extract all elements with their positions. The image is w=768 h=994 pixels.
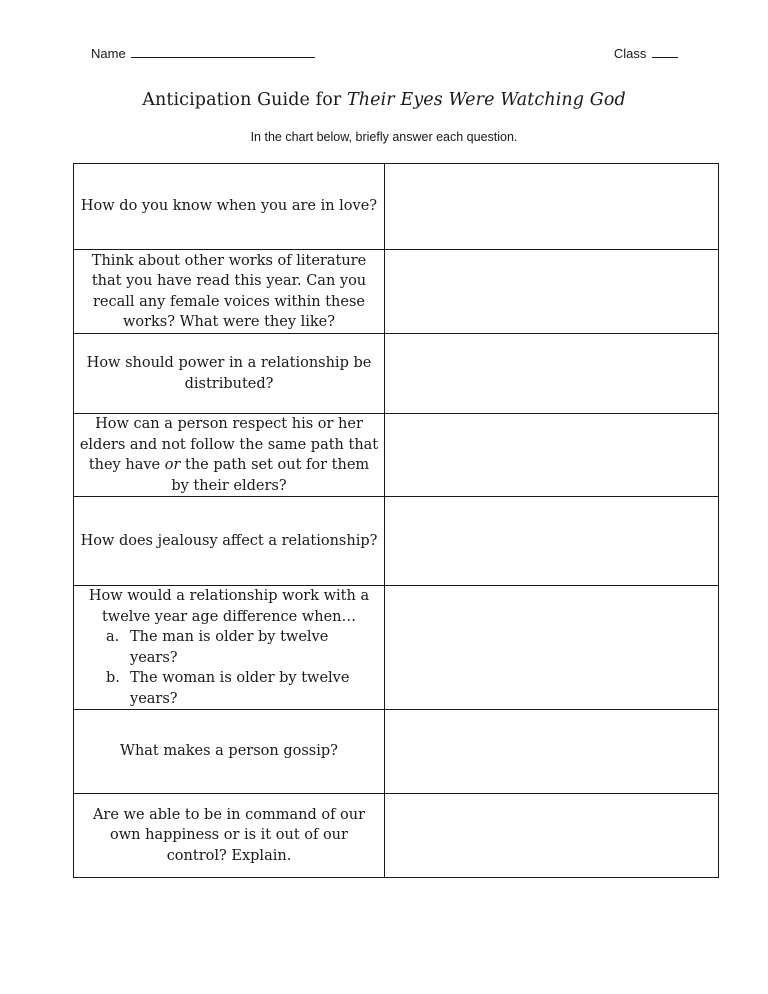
table-row (74, 250, 719, 334)
table-row (74, 794, 719, 878)
class-blank[interactable] (652, 45, 678, 58)
table-row (74, 164, 719, 250)
table-row (74, 414, 719, 497)
question-text-part1: How can a person respect his or her elders and not follow the same path that they have (79, 416, 379, 473)
question-text: How would a relationship work with a twelve year age difference when… (88, 588, 370, 625)
question-cell (74, 586, 385, 710)
answer-cell[interactable] (385, 250, 719, 334)
option-text: The man is older by twelve years? (130, 629, 329, 666)
question-cell (74, 334, 385, 414)
anticipation-table (73, 163, 719, 878)
name-label: Name (91, 46, 126, 61)
answer-cell[interactable] (385, 414, 719, 497)
question-text-part2: the path set out for them by their elders? (171, 457, 370, 494)
option-text: The woman is older by twelve years? (130, 670, 350, 707)
question-cell (74, 414, 385, 497)
list-item (78, 627, 380, 668)
option-marker: b. (106, 670, 120, 686)
name-blank[interactable] (131, 45, 315, 58)
question-text: Think about other works of literature that you have read this year. Can you recall any female voices within these works? What were they like? (91, 252, 367, 330)
table-row (74, 710, 719, 794)
table-row (74, 497, 719, 586)
book-title: Their Eyes Were Watching God (347, 90, 626, 110)
question-cell (74, 250, 385, 334)
answer-cell[interactable] (385, 334, 719, 414)
question-text: Are we able to be in command of our own happiness or is it out of our control? Explain. (92, 806, 366, 864)
answer-cell[interactable] (385, 794, 719, 878)
page-title (0, 90, 768, 110)
answer-cell[interactable] (385, 586, 719, 710)
instructions: In the chart below, briefly answer each question. (250, 130, 518, 144)
list-item (78, 668, 380, 709)
name-field[interactable] (91, 45, 315, 61)
answer-cell[interactable] (385, 164, 719, 250)
table-row (74, 586, 719, 710)
question-options (78, 627, 380, 709)
question-text: How does jealousy affect a relationship? (80, 532, 378, 549)
question-cell (74, 164, 385, 250)
class-label: Class (613, 46, 647, 61)
question-emphasis: or (164, 457, 181, 473)
question-cell (74, 497, 385, 586)
answer-cell[interactable] (385, 710, 719, 794)
table-row (74, 334, 719, 414)
question-cell (74, 794, 385, 878)
question-text: How should power in a relationship be distributed? (86, 355, 372, 392)
question-cell (74, 710, 385, 794)
question-text: How do you know when you are in love? (80, 198, 378, 215)
class-field[interactable] (614, 45, 678, 61)
answer-cell[interactable] (385, 497, 719, 586)
title-prefix: Anticipation Guide for (142, 90, 348, 110)
question-text: What makes a person gossip? (120, 743, 338, 760)
option-marker: a. (106, 629, 120, 645)
